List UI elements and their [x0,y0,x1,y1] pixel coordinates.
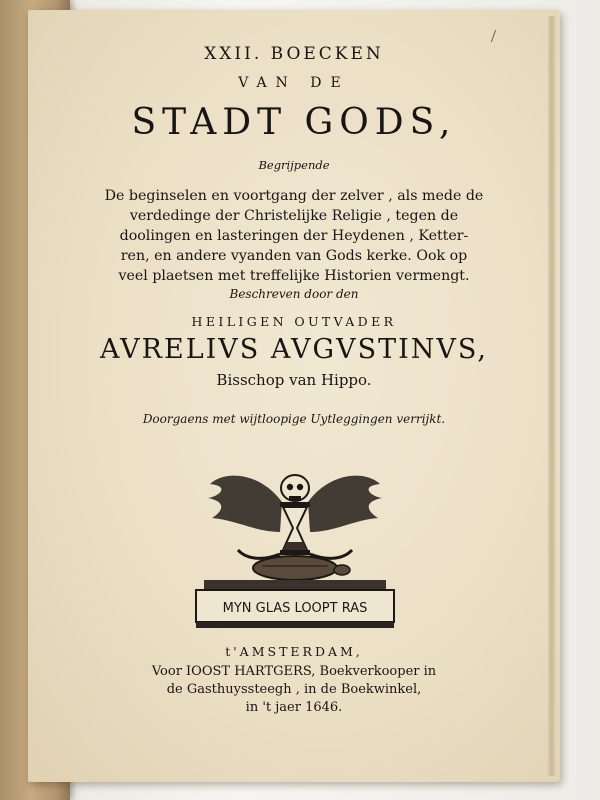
description-line: doolingen en lasteringen der Heydenen , Ketter- [119,228,469,244]
begrijpende-line: Begrijpende [258,158,330,172]
doorgaens-line: Doorgaens met wijtloopige Uytleggingen verrijkt. [142,412,446,426]
emblem-motto: MYN GLAS LOOPT RAS [222,601,368,616]
books-line: XXII. BOECKEN [204,44,384,64]
imprint-year: in 't jaer 1646. [245,700,343,715]
author-name: AVRELIVS AVGVSTINVS, [100,334,488,365]
description-line: ren, en andere vyanden van Gods kerke. Ook op [120,248,468,264]
bishop-line: Bisschop van Hippo. [216,371,372,389]
imprint-city: t'AMSTERDAM, [225,644,363,659]
heiligen-line: HEILIGEN OUTVADER [191,314,397,329]
imprint-publisher: Voor IOOST HARTGERS, Boekverkooper in [151,664,437,679]
beschreven-line: Beschreven door den [229,287,359,301]
imprint-address: de Gasthuyssteegh , in de Boekwinkel, [166,682,422,697]
printer-emblem-icon [190,462,400,632]
main-title: STADT GODS, [131,102,457,143]
van-de-line: VAN DE [238,75,350,91]
description-line: veel plaetsen met treffelijke Historien vermengt. [118,268,470,284]
description-line: De beginselen en voortgang der zelver , als mede de [104,188,484,204]
description-line: verdedinge der Christelijke Religie , tegen de [129,208,459,224]
description-block [28,186,560,286]
